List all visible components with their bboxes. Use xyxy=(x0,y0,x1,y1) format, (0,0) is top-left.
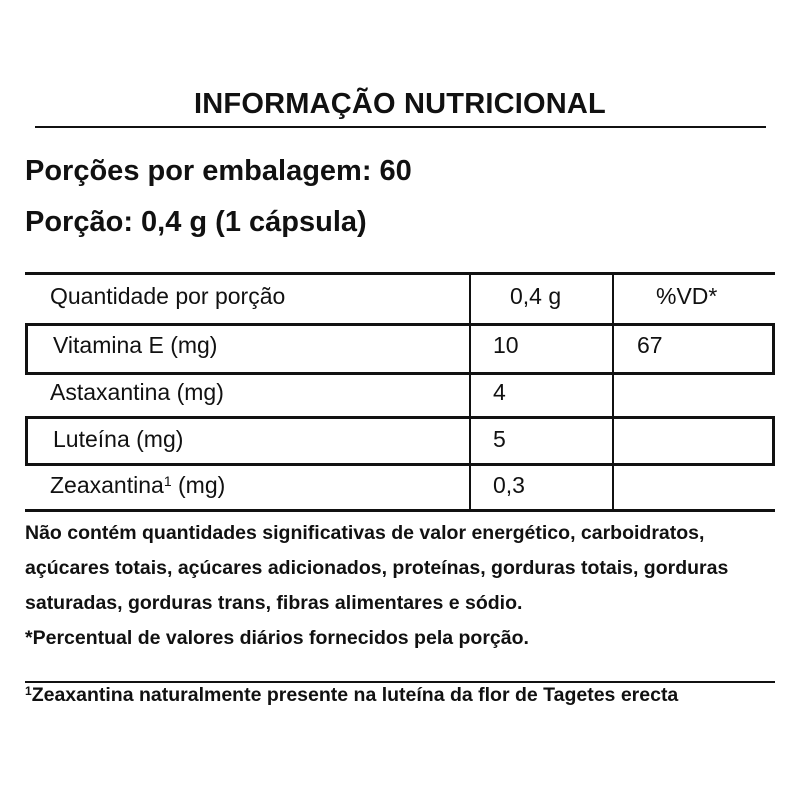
footnote-mark: 1 xyxy=(25,684,32,698)
nutrient-name: Luteína (mg) xyxy=(53,426,184,452)
nutrient-name xyxy=(50,472,225,499)
footnote-text: Zeaxantina naturalmente presente na luteína da flor de Tagetes erecta xyxy=(31,684,679,706)
footnote xyxy=(25,684,678,707)
nutrient-name: Astaxantina (mg) xyxy=(50,379,224,405)
nutrient-amount: 5 xyxy=(493,426,506,452)
header-quantity: Quantidade por porção xyxy=(50,283,286,309)
nutrient-name-main: Zeaxantina xyxy=(50,472,164,498)
footnote-divider xyxy=(25,681,775,683)
nutrient-amount: 4 xyxy=(493,379,506,405)
note-insignificant: Não contém quantidades significativas de valor energético, carboidratos, açúcares totais, açúcares adicionados, proteínas, gorduras totais, gorduras saturadas, gorduras trans, fibras alimentares e sódio. xyxy=(25,522,729,614)
column-divider-1 xyxy=(469,275,471,509)
notes xyxy=(25,516,785,656)
header-serving: 0,4 g xyxy=(510,283,562,309)
nutrition-table xyxy=(25,272,775,512)
nutrient-amount: 10 xyxy=(493,332,519,358)
note-daily-values: *Percentual de valores diários fornecidos pela porção. xyxy=(25,627,529,649)
title-underline xyxy=(35,126,766,128)
nutrient-dv: 67 xyxy=(637,332,663,358)
nutrient-amount: 0,3 xyxy=(493,472,525,498)
serving-size: Porção: 0,4 g (1 cápsula) xyxy=(25,206,367,238)
header-dv: %VD* xyxy=(656,283,718,309)
column-divider-2 xyxy=(612,275,614,509)
nutrient-name-unit: (mg) xyxy=(171,472,226,498)
servings-per-package: Porções por embalagem: 60 xyxy=(25,155,412,187)
footnote-marker: 1 xyxy=(163,473,172,489)
label-title: INFORMAÇÃO NUTRICIONAL xyxy=(194,88,606,120)
nutrient-name: Vitamina E (mg) xyxy=(53,332,218,358)
